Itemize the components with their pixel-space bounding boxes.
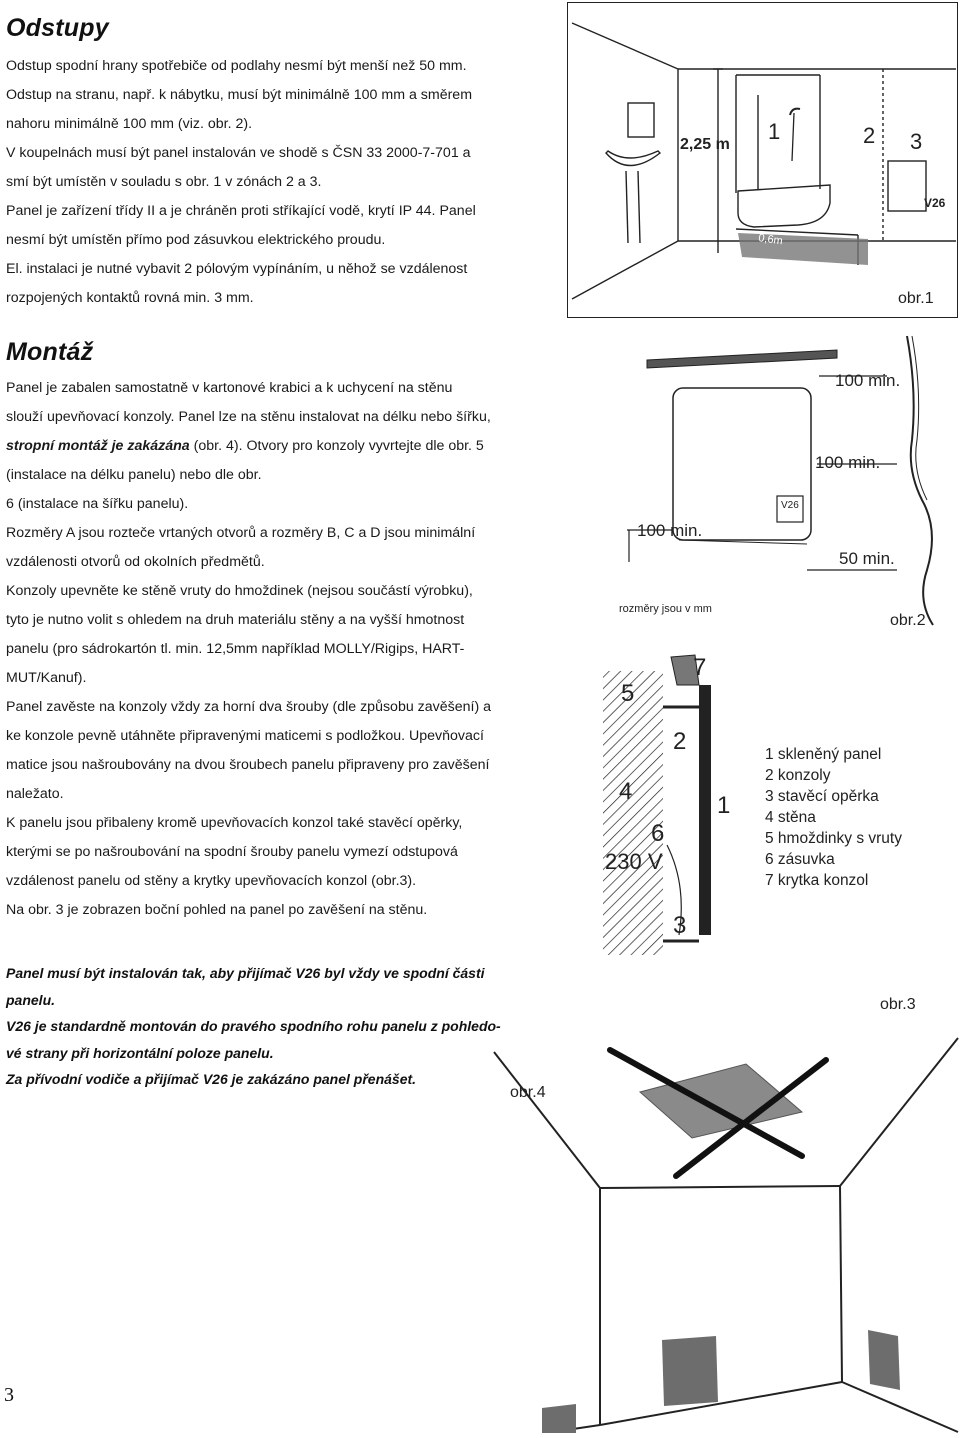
ceiling-forbidden-illustration (480, 1030, 960, 1433)
installation-notes (6, 960, 546, 1093)
dim-top-label: 100 min. (835, 371, 901, 390)
distance-label: 0,6m (757, 232, 784, 248)
callout-1: 1 (717, 792, 731, 819)
callout-6: 6 (651, 820, 665, 847)
note-line: V26 je standardně montován do pravého spodního rohu panelu z pohledo- (6, 1018, 501, 1034)
montaz-line: 6 (instalace na šířku panelu). (6, 496, 189, 512)
callout-4: 4 (619, 778, 633, 805)
montaz-line (6, 432, 546, 461)
montaz-line: kterými se po našroubování na spodní šrouby panelu vymezí odstupová (6, 844, 458, 860)
note-line: Panel musí být instalován tak, aby přijímač V26 byl vždy ve spodní části (6, 965, 485, 981)
montaz-text (6, 374, 546, 925)
montaz-line: vzdálenosti otvorů od okolních předmětů. (6, 554, 265, 570)
v26-box-label: V26 (781, 500, 799, 511)
zone-3-label: 3 (910, 129, 923, 154)
montaz-line: vzdálenost panelu od stěny a krytky upevňovacích konzol (obr.3). (6, 873, 417, 889)
zone-1-label: 1 (768, 119, 781, 144)
zone-2-label: 2 (863, 123, 876, 148)
montaz-line: ke konzole pevně utáhněte připravenými maticemi s podložkou. Upevňovací (6, 728, 484, 744)
ceiling-mount-forbidden: stropní montáž je zakázána (6, 438, 190, 454)
montaz-line: Rozměry A jsou rozteče vrtaných otvorů a rozměry B, C a D jsou minimální (6, 525, 476, 541)
montaz-line: Panel zavěste na konzoly vždy za horní dva šrouby (dle způsobu zavěšení) a (6, 699, 492, 715)
legend-item: 6 zásuvka (765, 851, 835, 868)
montaz-line: naležato. (6, 786, 64, 802)
note-line: Za přívodní vodiče a přijímač V26 je zakázáno panel přenášet. (6, 1071, 417, 1087)
caption-obr3: obr.3 (880, 996, 916, 1013)
montaz-line: panelu (pro sádrokartón tl. min. 12,5mm například MOLLY/Rigips, HART- (6, 641, 465, 657)
caption-obr4: obr.4 (510, 1084, 546, 1101)
callout-3: 3 (673, 912, 687, 939)
montaz-line: MUT/Kanuf). (6, 670, 87, 686)
figure-obr2 (567, 330, 958, 630)
distances-illustration (567, 330, 958, 630)
odstupy-line: Odstup na stranu, např. k nábytku, musí být minimálně 100 mm a směrem (6, 87, 473, 103)
montaz-line: Konzoly upevněte ke stěně vruty do hmoždinek (nejsou součástí výrobku), (6, 583, 473, 599)
montaz-line: slouží upevňovací konzoly. Panel lze na stěnu instalovat na délku nebo šířku, (6, 409, 491, 425)
legend-item: 4 stěna (765, 809, 816, 826)
section-title-odstupy: Odstupy (6, 14, 109, 42)
callout-5: 5 (621, 680, 635, 707)
montaz-line: matice jsou našroubovány na dvou šroubech panelu připraveny pro zavěšení (6, 757, 490, 773)
odstupy-line: Panel je zařízení třídy II a je chráněn proti stříkající vodě, krytí IP 44. Panel (6, 203, 476, 219)
odstupy-line: rozpojených kontaktů rovná min. 3 mm. (6, 290, 254, 306)
odstupy-line: nesmí být umístěn přímo pod zásuvkou elektrického proudu. (6, 232, 386, 248)
dim-left-label: 100 min. (637, 521, 703, 540)
v26-label: V26 (924, 196, 946, 210)
legend-item: 1 skleněný panel (765, 746, 882, 763)
odstupy-line: V koupelnách musí být panel instalován ve shodě s ČSN 33 2000-7-701 a (6, 145, 471, 161)
page-number: 3 (4, 1384, 14, 1406)
odstupy-text (6, 52, 546, 313)
odstupy-line: Odstup spodní hrany spotřebiče od podlahy nesmí být menší než 50 mm. (6, 58, 467, 74)
callout-2: 2 (673, 728, 687, 755)
bathroom-zones-illustration (568, 3, 956, 316)
figure-obr3 (567, 645, 958, 955)
legend-item: 7 krytka konzol (765, 872, 869, 889)
montaz-line: Panel je zabalen samostatně v kartonové krabici a k uchycení na stěnu (6, 380, 453, 396)
montaz-line: tyto je nutno volit s ohledem na druh materiálu stěny a na vyšší hmotnost (6, 612, 465, 628)
side-view-illustration (567, 645, 958, 955)
montaz-line: (instalace na délku panelu) nebo dle obr. (6, 467, 262, 483)
odstupy-line: El. instalaci je nutné vybavit 2 pólovým vypínáním, u něhož se vzdálenost (6, 261, 468, 277)
note-line: vé strany při horizontální poloze panelu. (6, 1044, 274, 1061)
section-title-montaz: Montáž (6, 338, 94, 366)
dim-side-label: 100 min. (815, 453, 881, 472)
legend-item: 3 stavěcí opěrka (765, 788, 879, 805)
callout-7: 7 (693, 654, 707, 681)
height-label: 2,25 m (680, 136, 730, 153)
units-note: rozměry jsou v mm (619, 603, 712, 615)
odstupy-line: smí být umístěn v souladu s obr. 1 v zónách 2 a 3. (6, 174, 322, 190)
callout-230v: 230 V (605, 849, 663, 874)
caption-obr2: obr.2 (890, 612, 926, 629)
dim-bottom-label: 50 min. (839, 549, 895, 568)
caption-obr1: obr.1 (898, 290, 934, 307)
legend-item: 2 konzoly (765, 767, 831, 784)
montaz-line-rest: (obr. 4). Otvory pro konzoly vyvrtejte dle obr. 5 (189, 438, 484, 454)
odstupy-line: nahoru minimálně 100 mm (viz. obr. 2). (6, 116, 253, 132)
figure-obr1 (567, 2, 958, 318)
figure-obr4 (480, 1030, 960, 1433)
legend-item: 5 hmoždinky s vruty (765, 830, 902, 847)
montaz-line: K panelu jsou přibaleny kromě upevňovacích konzol také stavěcí opěrky, (6, 815, 463, 831)
note-line: panelu. (6, 991, 56, 1008)
montaz-line: Na obr. 3 je zobrazen boční pohled na panel po zavěšení na stěnu. (6, 902, 428, 918)
